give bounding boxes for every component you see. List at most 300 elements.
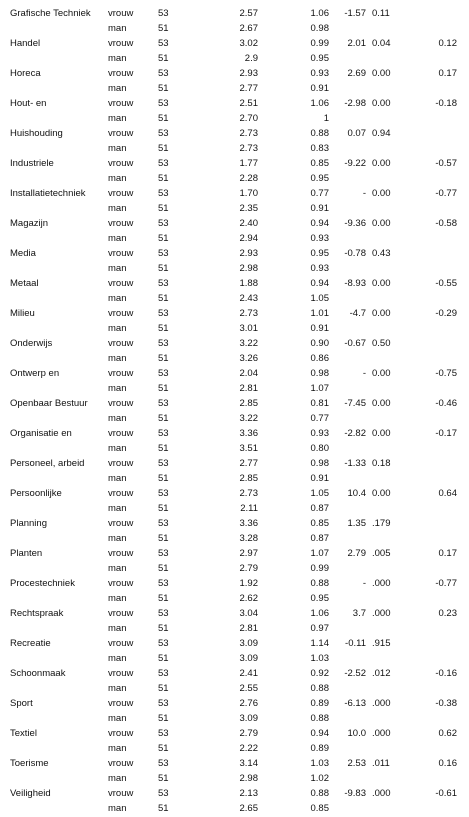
mean-cell: 1.88 [239, 278, 258, 289]
table-row [0, 786, 469, 801]
gender-cell: vrouw [108, 278, 134, 289]
mean-cell: 3.26 [239, 353, 258, 364]
t-value-cell: -2.52 [344, 668, 366, 679]
mean-cell: 2.35 [239, 203, 258, 214]
mean-cell: 1.77 [239, 158, 258, 169]
mean-cell: 1.70 [239, 188, 258, 199]
table-row [0, 126, 469, 141]
sd-cell: 0.85 [310, 518, 329, 529]
sd-cell: 0.91 [310, 83, 329, 94]
sector-cell: Media [10, 248, 36, 259]
gender-cell: man [108, 53, 127, 64]
mean-cell: 2.97 [239, 548, 258, 559]
effect-size-cell: -0.17 [435, 428, 457, 439]
n-cell: 51 [158, 473, 169, 484]
n-cell: 53 [158, 248, 169, 259]
n-cell: 51 [158, 653, 169, 664]
sd-cell: 1.05 [310, 293, 329, 304]
n-cell: 53 [158, 128, 169, 139]
table-row [0, 756, 469, 771]
sd-cell: 0.87 [310, 503, 329, 514]
t-value-cell: 2.53 [347, 758, 366, 769]
gender-cell: man [108, 23, 127, 34]
gender-cell: man [108, 743, 127, 754]
data-table [0, 6, 469, 816]
sector-cell: Rechtspraak [10, 608, 64, 619]
p-value-cell: .000 [372, 608, 391, 619]
n-cell: 53 [158, 98, 169, 109]
n-cell: 51 [158, 593, 169, 604]
gender-cell: man [108, 263, 127, 274]
mean-cell: 2.79 [239, 728, 258, 739]
sd-cell: 1.07 [310, 383, 329, 394]
sd-cell: 1.06 [310, 608, 329, 619]
mean-cell: 2.65 [239, 803, 258, 814]
gender-cell: vrouw [108, 38, 134, 49]
sd-cell: 0.91 [310, 203, 329, 214]
mean-cell: 3.09 [239, 653, 258, 664]
n-cell: 53 [158, 608, 169, 619]
sd-cell: 1 [323, 113, 329, 124]
p-value-cell: 0.00 [372, 68, 391, 79]
mean-cell: 3.28 [239, 533, 258, 544]
gender-cell: man [108, 683, 127, 694]
sd-cell: 0.93 [310, 263, 329, 274]
n-cell: 51 [158, 383, 169, 394]
effect-size-cell: -0.75 [435, 368, 457, 379]
mean-cell: 2.11 [240, 503, 258, 514]
mean-cell: 2.73 [239, 128, 258, 139]
sector-cell: Veiligheid [10, 788, 51, 799]
table-row [0, 336, 469, 351]
n-cell: 51 [158, 743, 169, 754]
gender-cell: man [108, 773, 127, 784]
sd-cell: 1.03 [310, 653, 329, 664]
mean-cell: 2.93 [239, 248, 258, 259]
p-value-cell: .000 [372, 698, 391, 709]
p-value-cell: 0.00 [372, 488, 391, 499]
p-value-cell: 0.00 [372, 368, 391, 379]
mean-cell: 3.09 [239, 638, 258, 649]
t-value-cell: -6.13 [344, 698, 366, 709]
sd-cell: 0.99 [310, 38, 329, 49]
p-value-cell: 0.00 [372, 428, 391, 439]
sd-cell: 0.94 [310, 278, 329, 289]
mean-cell: 2.41 [239, 668, 258, 679]
mean-cell: 1.92 [239, 578, 258, 589]
effect-size-cell: -0.46 [435, 398, 457, 409]
t-value-cell: -0.11 [345, 638, 366, 649]
sector-cell: Grafische Techniek [10, 8, 91, 19]
table-row [0, 291, 469, 306]
table-row [0, 531, 469, 546]
t-value-cell: 10.0 [347, 728, 366, 739]
table-row [0, 96, 469, 111]
sector-cell: Recreatie [10, 638, 51, 649]
sd-cell: 0.81 [310, 398, 329, 409]
t-value-cell: 2.69 [347, 68, 366, 79]
table-row [0, 36, 469, 51]
sd-cell: 0.91 [310, 323, 329, 334]
n-cell: 51 [158, 233, 169, 244]
mean-cell: 2.85 [239, 473, 258, 484]
n-cell: 51 [158, 113, 169, 124]
n-cell: 51 [158, 263, 169, 274]
sd-cell: 0.92 [310, 668, 329, 679]
n-cell: 51 [158, 53, 169, 64]
table-row [0, 411, 469, 426]
n-cell: 53 [158, 578, 169, 589]
mean-cell: 3.22 [239, 413, 258, 424]
mean-cell: 2.67 [239, 23, 258, 34]
sd-cell: 1.14 [310, 638, 329, 649]
gender-cell: man [108, 293, 127, 304]
gender-cell: vrouw [108, 398, 134, 409]
gender-cell: vrouw [108, 728, 134, 739]
sd-cell: 0.88 [310, 788, 329, 799]
mean-cell: 2.51 [239, 98, 258, 109]
sd-cell: 0.95 [310, 173, 329, 184]
gender-cell: vrouw [108, 218, 134, 229]
gender-cell: man [108, 353, 127, 364]
table-row [0, 741, 469, 756]
table-row [0, 681, 469, 696]
mean-cell: 2.04 [239, 368, 258, 379]
n-cell: 53 [158, 518, 169, 529]
table-row [0, 6, 469, 21]
t-value-cell: -0.67 [344, 338, 366, 349]
n-cell: 51 [158, 563, 169, 574]
table-row [0, 471, 469, 486]
sector-cell: Sport [10, 698, 33, 709]
table-row [0, 141, 469, 156]
table-row [0, 21, 469, 36]
p-value-cell: .915 [372, 638, 391, 649]
table-row [0, 576, 469, 591]
sd-cell: 0.91 [310, 473, 329, 484]
gender-cell: man [108, 323, 127, 334]
table-row [0, 321, 469, 336]
sector-cell: Openbaar Bestuur [10, 398, 88, 409]
table-row [0, 696, 469, 711]
mean-cell: 2.77 [239, 83, 258, 94]
p-value-cell: 0.00 [372, 188, 391, 199]
sd-cell: 0.80 [310, 443, 329, 454]
n-cell: 53 [158, 728, 169, 739]
p-value-cell: .179 [372, 518, 391, 529]
mean-cell: 2.98 [239, 773, 258, 784]
mean-cell: 2.73 [239, 488, 258, 499]
gender-cell: man [108, 413, 127, 424]
sector-cell: Handel [10, 38, 41, 49]
n-cell: 53 [158, 8, 169, 19]
sd-cell: 0.89 [310, 698, 329, 709]
table-row [0, 501, 469, 516]
t-value-cell: -9.83 [344, 788, 366, 799]
gender-cell: vrouw [108, 128, 134, 139]
gender-cell: vrouw [108, 248, 134, 259]
t-value-cell: -9.36 [344, 218, 366, 229]
table-row [0, 66, 469, 81]
gender-cell: man [108, 623, 127, 634]
mean-cell: 2.94 [239, 233, 258, 244]
n-cell: 53 [158, 758, 169, 769]
t-value-cell: -8.93 [344, 278, 366, 289]
n-cell: 51 [158, 803, 169, 814]
sd-cell: 0.88 [310, 683, 329, 694]
gender-cell: man [108, 173, 127, 184]
n-cell: 53 [158, 428, 169, 439]
sector-cell: Milieu [10, 308, 35, 319]
n-cell: 53 [158, 368, 169, 379]
effect-size-cell: 0.12 [438, 38, 457, 49]
mean-cell: 3.36 [239, 518, 258, 529]
gender-cell: vrouw [108, 308, 134, 319]
table-row [0, 81, 469, 96]
mean-cell: 3.09 [239, 713, 258, 724]
sd-cell: 0.95 [310, 248, 329, 259]
sd-cell: 0.88 [310, 128, 329, 139]
mean-cell: 2.70 [239, 113, 258, 124]
n-cell: 51 [158, 83, 169, 94]
table-row [0, 186, 469, 201]
sd-cell: 0.94 [310, 728, 329, 739]
sd-cell: 0.89 [310, 743, 329, 754]
sector-cell: Hout- en [10, 98, 47, 109]
n-cell: 51 [158, 713, 169, 724]
n-cell: 53 [158, 338, 169, 349]
gender-cell: vrouw [108, 188, 134, 199]
n-cell: 53 [158, 488, 169, 499]
table-row [0, 726, 469, 741]
sector-cell: Procestechniek [10, 578, 75, 589]
n-cell: 53 [158, 458, 169, 469]
mean-cell: 2.81 [239, 623, 258, 634]
table-row [0, 711, 469, 726]
mean-cell: 2.79 [239, 563, 258, 574]
mean-cell: 2.55 [239, 683, 258, 694]
mean-cell: 3.22 [239, 338, 258, 349]
sector-cell: Industriele [10, 158, 54, 169]
p-value-cell: 0.00 [372, 278, 391, 289]
t-value-cell: - [362, 368, 366, 379]
gender-cell: vrouw [108, 548, 134, 559]
p-value-cell: 0.00 [372, 98, 391, 109]
t-value-cell: -1.33 [344, 458, 366, 469]
n-cell: 53 [158, 548, 169, 559]
sd-cell: 0.98 [310, 23, 329, 34]
effect-size-cell: 0.17 [438, 68, 457, 79]
gender-cell: man [108, 233, 127, 244]
sector-cell: Persoonlijke [10, 488, 62, 499]
n-cell: 53 [158, 158, 169, 169]
sd-cell: 0.93 [310, 68, 329, 79]
t-value-cell: - [362, 578, 366, 589]
p-value-cell: 0.00 [372, 218, 391, 229]
sd-cell: 1.05 [310, 488, 329, 499]
t-value-cell: 1.35 [347, 518, 366, 529]
table-row [0, 381, 469, 396]
gender-cell: man [108, 203, 127, 214]
sd-cell: 0.98 [310, 458, 329, 469]
table-row [0, 276, 469, 291]
table-row [0, 606, 469, 621]
n-cell: 51 [158, 353, 169, 364]
table-row [0, 801, 469, 816]
sd-cell: 0.93 [310, 233, 329, 244]
effect-size-cell: -0.38 [435, 698, 457, 709]
table-row [0, 246, 469, 261]
p-value-cell: 0.50 [372, 338, 391, 349]
n-cell: 51 [158, 173, 169, 184]
table-row [0, 456, 469, 471]
t-value-cell: 2.01 [347, 38, 366, 49]
n-cell: 53 [158, 38, 169, 49]
t-value-cell: -4.7 [349, 308, 366, 319]
sector-cell: Metaal [10, 278, 39, 289]
sector-cell: Onderwijs [10, 338, 53, 349]
table-row [0, 651, 469, 666]
effect-size-cell: 0.23 [438, 608, 457, 619]
table-row [0, 171, 469, 186]
t-value-cell: 0.07 [347, 128, 366, 139]
table-row [0, 666, 469, 681]
effect-size-cell: 0.16 [438, 758, 457, 769]
n-cell: 51 [158, 413, 169, 424]
table-row [0, 636, 469, 651]
table-row [0, 231, 469, 246]
sd-cell: 1.06 [310, 98, 329, 109]
n-cell: 53 [158, 188, 169, 199]
effect-size-cell: 0.62 [438, 728, 457, 739]
table-row [0, 306, 469, 321]
effect-size-cell: -0.29 [435, 308, 457, 319]
mean-cell: 2.76 [239, 698, 258, 709]
table-row [0, 486, 469, 501]
effect-size-cell: -0.58 [435, 218, 457, 229]
n-cell: 51 [158, 293, 169, 304]
sector-cell: Installatietechniek [10, 188, 86, 199]
gender-cell: man [108, 143, 127, 154]
n-cell: 53 [158, 68, 169, 79]
effect-size-cell: -0.55 [435, 278, 457, 289]
sd-cell: 0.88 [310, 578, 329, 589]
n-cell: 51 [158, 323, 169, 334]
mean-cell: 2.73 [239, 308, 258, 319]
sector-cell: Personeel, arbeid [10, 458, 85, 469]
t-value-cell: -0.78 [344, 248, 366, 259]
mean-cell: 3.51 [239, 443, 258, 454]
table-row [0, 351, 469, 366]
p-value-cell: .000 [372, 728, 391, 739]
sd-cell: 0.86 [310, 353, 329, 364]
gender-cell: vrouw [108, 8, 134, 19]
gender-cell: vrouw [108, 368, 134, 379]
n-cell: 51 [158, 773, 169, 784]
mean-cell: 3.36 [239, 428, 258, 439]
sector-cell: Organisatie en [10, 428, 72, 439]
effect-size-cell: -0.57 [435, 158, 457, 169]
mean-cell: 2.43 [239, 293, 258, 304]
n-cell: 51 [158, 503, 169, 514]
sector-cell: Horeca [10, 68, 41, 79]
p-value-cell: 0.43 [372, 248, 391, 259]
mean-cell: 2.22 [239, 743, 258, 754]
effect-size-cell: 0.64 [438, 488, 457, 499]
table-row [0, 621, 469, 636]
sd-cell: 0.83 [310, 143, 329, 154]
sd-cell: 0.85 [310, 158, 329, 169]
sd-cell: 0.95 [310, 53, 329, 64]
t-value-cell: -7.45 [344, 398, 366, 409]
t-value-cell: -2.98 [344, 98, 366, 109]
p-value-cell: 0.00 [372, 308, 391, 319]
n-cell: 51 [158, 683, 169, 694]
gender-cell: vrouw [108, 158, 134, 169]
n-cell: 53 [158, 668, 169, 679]
gender-cell: vrouw [108, 638, 134, 649]
gender-cell: man [108, 713, 127, 724]
mean-cell: 2.28 [239, 173, 258, 184]
sector-cell: Planten [10, 548, 43, 559]
sd-cell: 1.06 [310, 8, 329, 19]
table-row [0, 771, 469, 786]
gender-cell: vrouw [108, 488, 134, 499]
sector-cell: Ontwerp en [10, 368, 60, 379]
sd-cell: 0.93 [310, 428, 329, 439]
sd-cell: 0.87 [310, 533, 329, 544]
sector-cell: Planning [10, 518, 47, 529]
n-cell: 51 [158, 443, 169, 454]
table-row [0, 591, 469, 606]
effect-size-cell: -0.61 [435, 788, 457, 799]
table-row [0, 201, 469, 216]
n-cell: 51 [158, 23, 169, 34]
n-cell: 51 [158, 143, 169, 154]
gender-cell: vrouw [108, 608, 134, 619]
gender-cell: man [108, 83, 127, 94]
sector-cell: Textiel [10, 728, 37, 739]
gender-cell: man [108, 383, 127, 394]
effect-size-cell: 0.17 [438, 548, 457, 559]
n-cell: 51 [158, 533, 169, 544]
mean-cell: 3.02 [239, 38, 258, 49]
p-value-cell: .012 [372, 668, 391, 679]
gender-cell: man [108, 443, 127, 454]
table-row [0, 216, 469, 231]
table-row [0, 51, 469, 66]
n-cell: 53 [158, 788, 169, 799]
sd-cell: 0.90 [310, 338, 329, 349]
sd-cell: 0.88 [310, 713, 329, 724]
p-value-cell: .005 [372, 548, 391, 559]
p-value-cell: .000 [372, 788, 391, 799]
t-value-cell: 2.79 [347, 548, 366, 559]
sd-cell: 0.97 [310, 623, 329, 634]
sd-cell: 1.03 [310, 758, 329, 769]
gender-cell: vrouw [108, 758, 134, 769]
t-value-cell: - [362, 188, 366, 199]
gender-cell: man [108, 473, 127, 484]
p-value-cell: 0.00 [372, 158, 391, 169]
table-row [0, 516, 469, 531]
table-row [0, 111, 469, 126]
gender-cell: man [108, 533, 127, 544]
sd-cell: 0.99 [310, 563, 329, 574]
sd-cell: 1.07 [310, 548, 329, 559]
gender-cell: man [108, 563, 127, 574]
t-value-cell: -2.82 [344, 428, 366, 439]
